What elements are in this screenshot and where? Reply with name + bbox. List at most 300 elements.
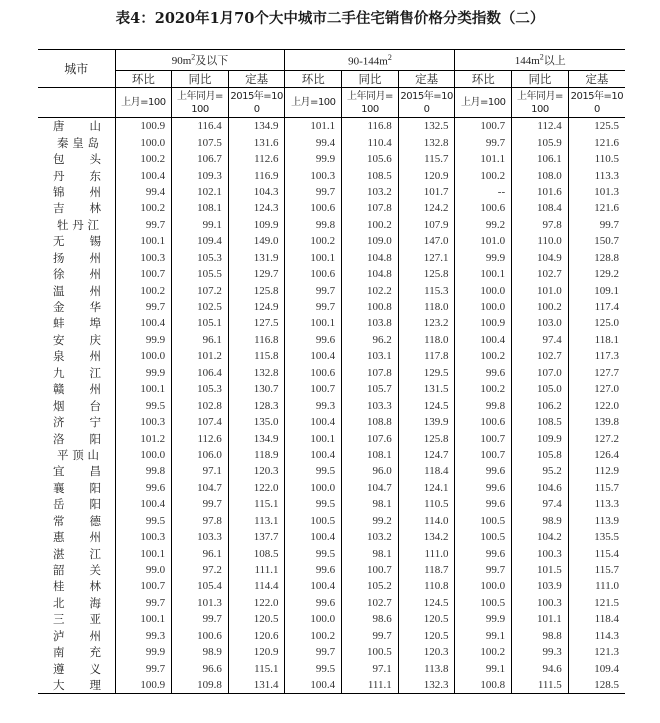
table-row (38, 332, 625, 348)
value-cell: 124.1 (398, 480, 455, 496)
value-cell: 97.2 (172, 562, 229, 578)
value-cell: 99.2 (455, 217, 512, 233)
value-cell: 100.2 (455, 167, 512, 183)
value-cell: 111.1 (228, 562, 285, 578)
table-row (38, 266, 625, 282)
unit-yoy: 上年同月= 100 (512, 88, 569, 118)
value-cell: 99.7 (342, 628, 399, 644)
value-cell: 104.8 (342, 250, 399, 266)
city-name-cell (38, 562, 115, 578)
table-row (38, 282, 625, 298)
unit-header-row (38, 88, 625, 118)
value-cell: 122.0 (568, 397, 625, 413)
table-row (38, 430, 625, 446)
value-cell: 100.4 (285, 529, 342, 545)
value-cell: 109.4 (568, 660, 625, 676)
city-name-cell (38, 611, 115, 627)
value-cell: 108.5 (512, 414, 569, 430)
city-name-cell (38, 677, 115, 694)
city-name-cell (38, 167, 115, 183)
value-cell: 99.6 (285, 332, 342, 348)
price-index-table (38, 49, 625, 694)
sub-header-base: 定基 (398, 71, 455, 88)
value-cell: 96.1 (172, 332, 229, 348)
value-cell: 100.2 (115, 200, 172, 216)
value-cell: 106.2 (512, 397, 569, 413)
value-cell: 103.9 (512, 578, 569, 594)
table-row (38, 529, 625, 545)
city-name-cell (38, 151, 115, 167)
value-cell: 103.8 (342, 315, 399, 331)
value-cell: 115.3 (398, 282, 455, 298)
unit-yoy: 上年同月= 100 (172, 88, 229, 118)
value-cell: 108.8 (342, 414, 399, 430)
value-cell: 100.2 (285, 233, 342, 249)
table-row (38, 578, 625, 594)
value-cell: 99.1 (455, 660, 512, 676)
value-cell: 101.0 (512, 282, 569, 298)
value-cell: 147.0 (398, 233, 455, 249)
city-name-cell (38, 644, 115, 660)
value-cell: 100.2 (285, 628, 342, 644)
table-row (38, 545, 625, 561)
value-cell: 99.5 (115, 397, 172, 413)
value-cell: 100.0 (455, 282, 512, 298)
value-cell: 100.4 (115, 315, 172, 331)
value-cell: 100.7 (455, 447, 512, 463)
city-name: 泉 州 (53, 349, 101, 364)
value-cell: 103.3 (172, 529, 229, 545)
value-cell: 103.3 (342, 397, 399, 413)
value-cell: 98.1 (342, 545, 399, 561)
value-cell: 125.5 (568, 118, 625, 135)
city-name: 韶 关 (53, 563, 101, 578)
value-cell: 139.8 (568, 414, 625, 430)
value-cell: 127.1 (398, 250, 455, 266)
value-cell: 139.9 (398, 414, 455, 430)
value-cell: 96.2 (342, 332, 399, 348)
table-row (38, 595, 625, 611)
value-cell: 99.6 (455, 463, 512, 479)
value-cell: 118.0 (398, 299, 455, 315)
value-cell: 124.2 (398, 200, 455, 216)
value-cell: 99.7 (115, 595, 172, 611)
city-name: 大 理 (53, 678, 101, 693)
value-cell: 105.4 (172, 578, 229, 594)
city-name-cell (38, 365, 115, 381)
value-cell: 116.9 (228, 167, 285, 183)
value-cell: 105.3 (172, 250, 229, 266)
value-cell: 121.3 (568, 644, 625, 660)
value-cell: 137.7 (228, 529, 285, 545)
value-cell: 99.6 (285, 595, 342, 611)
value-cell: 124.5 (398, 595, 455, 611)
table-row (38, 151, 625, 167)
value-cell: 109.4 (172, 233, 229, 249)
value-cell: 102.2 (342, 282, 399, 298)
value-cell: 100.8 (342, 299, 399, 315)
table-row (38, 118, 625, 135)
value-cell: 100.6 (455, 200, 512, 216)
value-cell: 128.3 (228, 397, 285, 413)
value-cell: 103.0 (512, 315, 569, 331)
table-row (38, 496, 625, 512)
value-cell: 108.4 (512, 200, 569, 216)
value-cell: 134.2 (398, 529, 455, 545)
value-cell: 132.5 (398, 118, 455, 135)
value-cell: 132.8 (228, 365, 285, 381)
value-cell: 120.5 (228, 611, 285, 627)
value-cell: 134.9 (228, 118, 285, 135)
city-name: 烟 台 (53, 398, 101, 413)
value-cell: 99.7 (568, 217, 625, 233)
value-cell: 104.2 (512, 529, 569, 545)
value-cell: 99.2 (342, 513, 399, 529)
city-name: 秦 皇 岛 (57, 135, 99, 150)
value-cell: 100.3 (115, 529, 172, 545)
table-row (38, 315, 625, 331)
value-cell: 118.4 (398, 463, 455, 479)
value-cell: 109.1 (568, 282, 625, 298)
city-name-cell (38, 217, 115, 233)
value-cell: 100.7 (455, 118, 512, 135)
value-cell: 120.3 (398, 644, 455, 660)
value-cell: 127.5 (228, 315, 285, 331)
value-cell: 100.8 (455, 677, 512, 694)
value-cell: 96.6 (172, 660, 229, 676)
value-cell: 98.1 (342, 496, 399, 512)
value-cell: 107.0 (512, 365, 569, 381)
city-name-cell (38, 447, 115, 463)
city-name: 岳 阳 (53, 497, 101, 512)
value-cell: 118.1 (568, 332, 625, 348)
city-name: 金 华 (53, 300, 101, 315)
value-cell: 115.1 (228, 496, 285, 512)
value-cell: 104.3 (228, 184, 285, 200)
value-cell: 100.7 (115, 578, 172, 594)
value-cell: 129.2 (568, 266, 625, 282)
value-cell: 121.6 (568, 134, 625, 150)
value-cell: 105.2 (342, 578, 399, 594)
value-cell: 100.1 (115, 611, 172, 627)
value-cell: 97.1 (172, 463, 229, 479)
city-name: 惠 州 (53, 530, 101, 545)
value-cell: 150.7 (568, 233, 625, 249)
value-cell: 109.8 (172, 677, 229, 694)
value-cell: 106.4 (172, 365, 229, 381)
value-cell: 99.6 (455, 480, 512, 496)
value-cell: 125.8 (228, 282, 285, 298)
value-cell: 102.8 (172, 397, 229, 413)
table-row (38, 562, 625, 578)
value-cell: 115.8 (228, 348, 285, 364)
city-name-cell (38, 250, 115, 266)
value-cell: 97.4 (512, 496, 569, 512)
table-row (38, 628, 625, 644)
value-cell: 99.5 (285, 660, 342, 676)
value-cell: 99.8 (115, 463, 172, 479)
value-cell: 131.4 (228, 677, 285, 694)
value-cell: 100.1 (115, 381, 172, 397)
value-cell: 100.5 (455, 529, 512, 545)
value-cell: 99.7 (455, 134, 512, 150)
value-cell: 100.5 (285, 513, 342, 529)
value-cell: 100.2 (342, 217, 399, 233)
city-name-cell (38, 266, 115, 282)
value-cell: 132.3 (398, 677, 455, 694)
value-cell: 100.4 (285, 348, 342, 364)
sub-header-row (38, 71, 625, 88)
value-cell: 110.4 (342, 134, 399, 150)
value-cell: 112.6 (228, 151, 285, 167)
value-cell: 100.4 (115, 496, 172, 512)
city-name-cell (38, 200, 115, 216)
value-cell: 105.5 (172, 266, 229, 282)
table-row (38, 480, 625, 496)
value-cell: 109.9 (512, 430, 569, 446)
value-cell: 100.3 (115, 414, 172, 430)
value-cell: 134.9 (228, 430, 285, 446)
value-cell: 118.7 (398, 562, 455, 578)
value-cell: 107.6 (342, 430, 399, 446)
value-cell: 104.9 (512, 250, 569, 266)
value-cell: 100.4 (115, 167, 172, 183)
value-cell: 107.8 (342, 200, 399, 216)
value-cell: 100.4 (285, 578, 342, 594)
table-row (38, 513, 625, 529)
value-cell: 120.5 (398, 611, 455, 627)
table-row (38, 611, 625, 627)
table-row (38, 233, 625, 249)
value-cell: 100.0 (115, 447, 172, 463)
value-cell: 135.0 (228, 414, 285, 430)
value-cell: 101.1 (455, 151, 512, 167)
sub-header-yoy: 同比 (342, 71, 399, 88)
value-cell: 104.6 (512, 480, 569, 496)
city-name-cell (38, 348, 115, 364)
city-name: 蚌 埠 (53, 316, 101, 331)
city-name: 九 江 (53, 365, 101, 380)
city-name: 扬 州 (53, 250, 101, 265)
table-row (38, 397, 625, 413)
table-row (38, 365, 625, 381)
value-cell: 103.1 (342, 348, 399, 364)
value-cell: 100.7 (285, 381, 342, 397)
value-cell: 108.1 (342, 447, 399, 463)
value-cell: 113.1 (228, 513, 285, 529)
city-name-cell (38, 332, 115, 348)
value-cell: 112.9 (568, 463, 625, 479)
value-cell: 99.7 (455, 562, 512, 578)
value-cell: 99.9 (455, 250, 512, 266)
value-cell: 99.3 (285, 397, 342, 413)
value-cell: 98.8 (512, 628, 569, 644)
value-cell: 122.0 (228, 595, 285, 611)
value-cell: 100.3 (115, 250, 172, 266)
value-cell: 135.5 (568, 529, 625, 545)
table-row (38, 660, 625, 676)
value-cell: 100.2 (455, 381, 512, 397)
city-name-cell (38, 118, 115, 135)
city-name: 济 宁 (53, 415, 101, 430)
value-cell: 123.2 (398, 315, 455, 331)
value-cell: 97.1 (342, 660, 399, 676)
value-cell: 107.5 (172, 134, 229, 150)
value-cell: 101.5 (512, 562, 569, 578)
value-cell: 103.2 (342, 184, 399, 200)
value-cell: 108.0 (512, 167, 569, 183)
value-cell: 100.3 (512, 595, 569, 611)
value-cell: 106.1 (512, 151, 569, 167)
value-cell: 99.5 (285, 496, 342, 512)
value-cell: 115.7 (398, 151, 455, 167)
value-cell: 97.8 (512, 217, 569, 233)
value-cell: 131.9 (228, 250, 285, 266)
value-cell: 99.7 (285, 644, 342, 660)
value-cell: 124.3 (228, 200, 285, 216)
value-cell: 106.7 (172, 151, 229, 167)
value-cell: 117.8 (398, 348, 455, 364)
city-name: 徐 州 (53, 267, 101, 282)
group-header-144-above: $144m^2$以上 (455, 50, 625, 71)
value-cell: 102.7 (342, 595, 399, 611)
table-title: 表4：2020年1月70个大中城市二手住宅销售价格分类指数（二） (115, 10, 545, 27)
value-cell: 100.1 (455, 266, 512, 282)
value-cell: 127.7 (568, 365, 625, 381)
value-cell: 113.3 (568, 167, 625, 183)
value-cell: 99.3 (115, 628, 172, 644)
value-cell: 105.0 (512, 381, 569, 397)
value-cell: 99.8 (285, 217, 342, 233)
group-header-row (38, 50, 625, 71)
table-row (38, 167, 625, 183)
value-cell: 105.8 (512, 447, 569, 463)
value-cell: 100.6 (285, 266, 342, 282)
city-name: 常 德 (53, 513, 101, 528)
city-name-cell (38, 134, 115, 150)
value-cell: 149.0 (228, 233, 285, 249)
city-name: 温 州 (53, 283, 101, 298)
value-cell: 100.1 (285, 430, 342, 446)
value-cell: 94.6 (512, 660, 569, 676)
value-cell: 101.3 (568, 184, 625, 200)
value-cell: 113.9 (568, 513, 625, 529)
value-cell: 99.7 (115, 217, 172, 233)
value-cell: 113.3 (568, 496, 625, 512)
value-cell: 118.4 (568, 611, 625, 627)
value-cell: 99.6 (455, 496, 512, 512)
table-row (38, 677, 625, 694)
value-cell: 100.7 (115, 266, 172, 282)
city-name: 遵 义 (53, 661, 101, 676)
value-cell: 99.7 (285, 299, 342, 315)
city-name: 襄 阳 (53, 480, 101, 495)
value-cell: 100.2 (455, 348, 512, 364)
value-cell: 99.1 (455, 628, 512, 644)
value-cell: 130.7 (228, 381, 285, 397)
value-cell: 100.9 (115, 677, 172, 694)
city-name-cell (38, 660, 115, 676)
city-name: 包 头 (53, 152, 101, 167)
value-cell: 100.6 (285, 200, 342, 216)
table-row (38, 217, 625, 233)
value-cell: 111.5 (512, 677, 569, 694)
city-name-cell (38, 545, 115, 561)
value-cell: 97.8 (172, 513, 229, 529)
unit-base: 2015年=10 0 (568, 88, 625, 118)
value-cell: 99.7 (172, 611, 229, 627)
value-cell: 103.2 (342, 529, 399, 545)
value-cell: 118.9 (228, 447, 285, 463)
city-name-cell (38, 595, 115, 611)
unit-mom: 上月=100 (455, 88, 512, 118)
value-cell: 100.5 (455, 513, 512, 529)
table-row (38, 348, 625, 364)
city-header-spacer (38, 88, 115, 118)
value-cell: 98.6 (342, 611, 399, 627)
value-cell: 132.8 (398, 134, 455, 150)
city-name: 无 锡 (53, 234, 101, 249)
city-name: 南 充 (53, 645, 101, 660)
table-row (38, 200, 625, 216)
sub-header-base: 定基 (228, 71, 285, 88)
value-cell: 96.0 (342, 463, 399, 479)
value-cell: 100.5 (455, 595, 512, 611)
city-name-cell (38, 463, 115, 479)
value-cell: 100.9 (115, 118, 172, 135)
value-cell: 99.7 (115, 299, 172, 315)
value-cell: 105.6 (342, 151, 399, 167)
value-cell: 129.5 (398, 365, 455, 381)
value-cell: 99.7 (115, 660, 172, 676)
value-cell: 99.7 (285, 184, 342, 200)
city-name-cell (38, 513, 115, 529)
value-cell: 100.7 (342, 562, 399, 578)
value-cell: 101.2 (115, 430, 172, 446)
value-cell: 101.6 (512, 184, 569, 200)
value-cell: 113.8 (398, 660, 455, 676)
value-cell: 114.0 (398, 513, 455, 529)
value-cell: 114.3 (568, 628, 625, 644)
value-cell: 101.3 (172, 595, 229, 611)
value-cell: 116.4 (172, 118, 229, 135)
value-cell: 100.4 (285, 677, 342, 694)
value-cell: 107.4 (172, 414, 229, 430)
sub-header-yoy: 同比 (512, 71, 569, 88)
value-cell: 102.7 (512, 266, 569, 282)
value-cell: 105.3 (172, 381, 229, 397)
city-name: 洛 阳 (53, 431, 101, 446)
city-name: 三 亚 (53, 612, 101, 627)
value-cell: 100.1 (285, 250, 342, 266)
value-cell: 101.0 (455, 233, 512, 249)
table-row (38, 184, 625, 200)
value-cell: 131.6 (228, 134, 285, 150)
value-cell: 108.5 (342, 167, 399, 183)
table-row (38, 134, 625, 150)
value-cell: 120.6 (228, 628, 285, 644)
value-cell: 110.8 (398, 578, 455, 594)
value-cell: 100.0 (115, 348, 172, 364)
value-cell: 124.9 (228, 299, 285, 315)
value-cell: 105.7 (342, 381, 399, 397)
value-cell: 128.8 (568, 250, 625, 266)
value-cell: 105.1 (172, 315, 229, 331)
table-row (38, 381, 625, 397)
value-cell: 100.0 (115, 134, 172, 150)
value-cell: 116.8 (228, 332, 285, 348)
value-cell: 99.9 (455, 611, 512, 627)
